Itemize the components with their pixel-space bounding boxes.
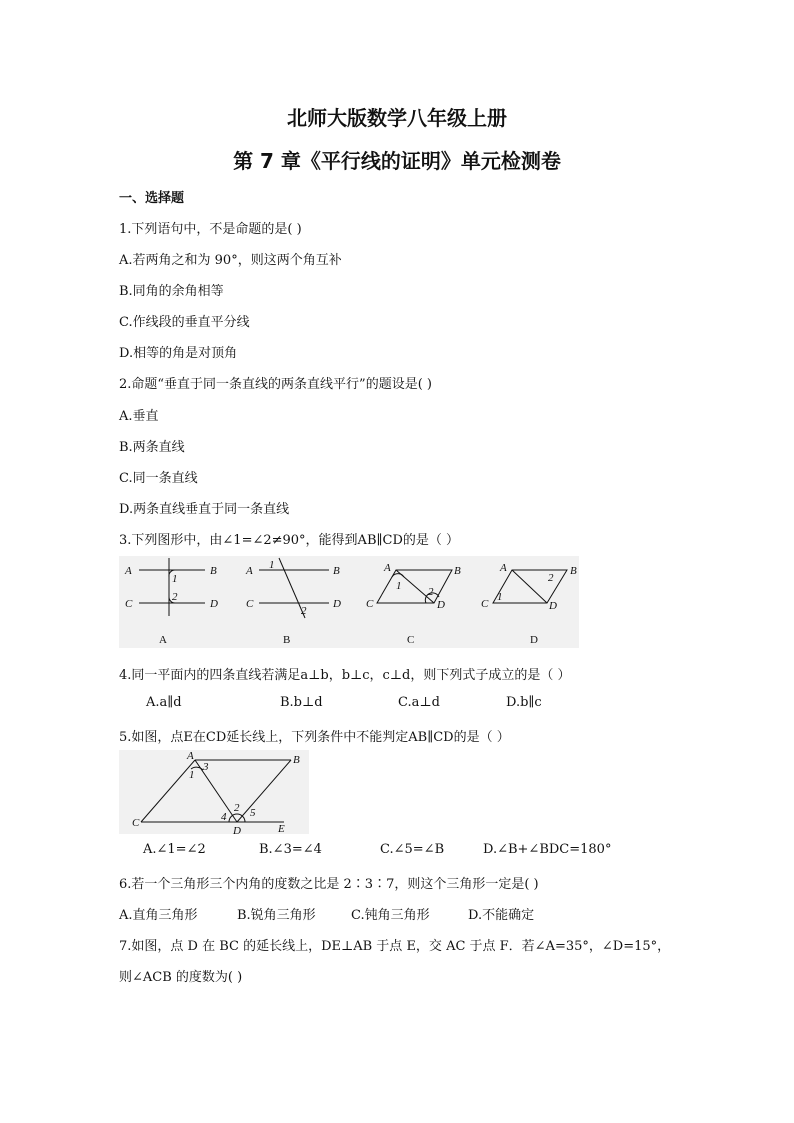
question-5-stem: 5.如图，点E在CD延长线上，下列条件中不能判定AB∥CD的是（ ） (119, 730, 510, 745)
question-7-stem: 7.如图，点 D 在 BC 的延长线上，DE⊥AB 于点 E，交 AC 于点 F．若∠A=35°，∠D=15°， (119, 939, 671, 954)
svg-text:A: A (159, 634, 167, 646)
svg-text:B: B (454, 565, 461, 577)
question-2-option-c: C.同一条直线 (119, 471, 198, 486)
question-1-option-a: A.若两角之和为 90°，则这两个角互补 (119, 253, 342, 268)
svg-text:1: 1 (396, 580, 402, 592)
question-6-option-a: A.直角三角形 (119, 908, 198, 923)
svg-text:A: A (125, 565, 132, 577)
svg-text:C: C (481, 598, 489, 610)
svg-text:B: B (570, 565, 577, 577)
question-2-option-a: A.垂直 (119, 409, 159, 424)
question-6-option-b: B.锐角三角形 (237, 908, 316, 923)
svg-text:2: 2 (234, 802, 240, 814)
question-5-option-c: C.∠5=∠B (380, 842, 445, 857)
svg-text:D: D (530, 634, 538, 646)
question-2-stem: 2.命题“垂直于同一条直线的两条直线平行”的题设是( ) (119, 377, 432, 392)
svg-text:A: A (500, 562, 507, 574)
svg-text:2: 2 (428, 586, 434, 598)
svg-text:B: B (283, 634, 291, 646)
svg-text:2: 2 (301, 605, 307, 617)
question-2-option-d: D.两条直线垂直于同一条直线 (119, 502, 290, 517)
question-4-stem: 4.同一平面内的四条直线若满足a⊥b，b⊥c，c⊥d，则下列式子成立的是（ ） (119, 668, 571, 683)
question-4-option-b: B.b⊥d (280, 695, 323, 710)
page-subtitle: 第 7 章《平行线的证明》单元检测卷 (233, 149, 561, 173)
svg-text:A: A (384, 562, 391, 574)
question-4-option-d: D.b∥c (506, 695, 542, 710)
question-1-option-c: C.作线段的垂直平分线 (119, 315, 250, 330)
svg-text:D: D (437, 599, 445, 611)
question-1-stem: 1.下列语句中，不是命题的是( ) (119, 222, 302, 237)
svg-text:1: 1 (189, 769, 195, 781)
question-5-option-b: B.∠3=∠4 (259, 842, 322, 857)
question-1-option-b: B.同角的余角相等 (119, 284, 224, 299)
svg-text:C: C (125, 598, 133, 610)
svg-text:C: C (407, 634, 415, 646)
svg-text:D: D (210, 598, 218, 610)
svg-text:4: 4 (221, 811, 227, 823)
svg-text:B: B (210, 565, 217, 577)
svg-text:2: 2 (548, 572, 554, 584)
svg-text:1: 1 (497, 591, 503, 603)
question-3-figures (119, 556, 579, 648)
question-4-option-c: C.a⊥d (398, 695, 440, 710)
question-6-stem: 6.若一个三角形三个内角的度数之比是 2∶3∶7，则这个三角形一定是( ) (119, 877, 539, 892)
svg-text:1: 1 (269, 559, 275, 571)
svg-text:B: B (333, 565, 340, 577)
section-heading: 一、选择题 (119, 191, 185, 206)
page-title: 北师大版数学八年级上册 (287, 106, 507, 130)
question-5-figure (119, 750, 309, 834)
question-1-option-d: D.相等的角是对顶角 (119, 346, 238, 361)
question-2-option-b: B.两条直线 (119, 440, 185, 455)
svg-text:D: D (549, 600, 557, 612)
svg-text:D: D (233, 825, 241, 834)
svg-text:B: B (293, 754, 300, 766)
question-7-stem-continued: 则∠ACB 的度数为( ) (119, 970, 243, 985)
svg-text:2: 2 (172, 591, 178, 603)
question-4-option-a: A.a∥d (146, 695, 182, 710)
svg-text:A: A (187, 750, 194, 762)
svg-text:3: 3 (203, 761, 209, 773)
svg-text:1: 1 (172, 573, 178, 585)
svg-text:E: E (278, 823, 285, 834)
question-3-stem: 3.下列图形中，由∠1=∠2≠90°，能得到AB∥CD的是（ ） (119, 533, 460, 548)
question-5-option-d: D.∠B+∠BDC=180° (483, 842, 612, 857)
svg-text:C: C (246, 598, 254, 610)
svg-text:5: 5 (250, 807, 256, 819)
svg-text:C: C (366, 598, 374, 610)
question-5-option-a: A.∠1=∠2 (143, 842, 206, 857)
svg-text:A: A (246, 565, 253, 577)
svg-text:C: C (132, 817, 140, 829)
question-6-option-d: D.不能确定 (468, 908, 535, 923)
svg-text:D: D (333, 598, 341, 610)
question-6-option-c: C.钝角三角形 (351, 908, 430, 923)
